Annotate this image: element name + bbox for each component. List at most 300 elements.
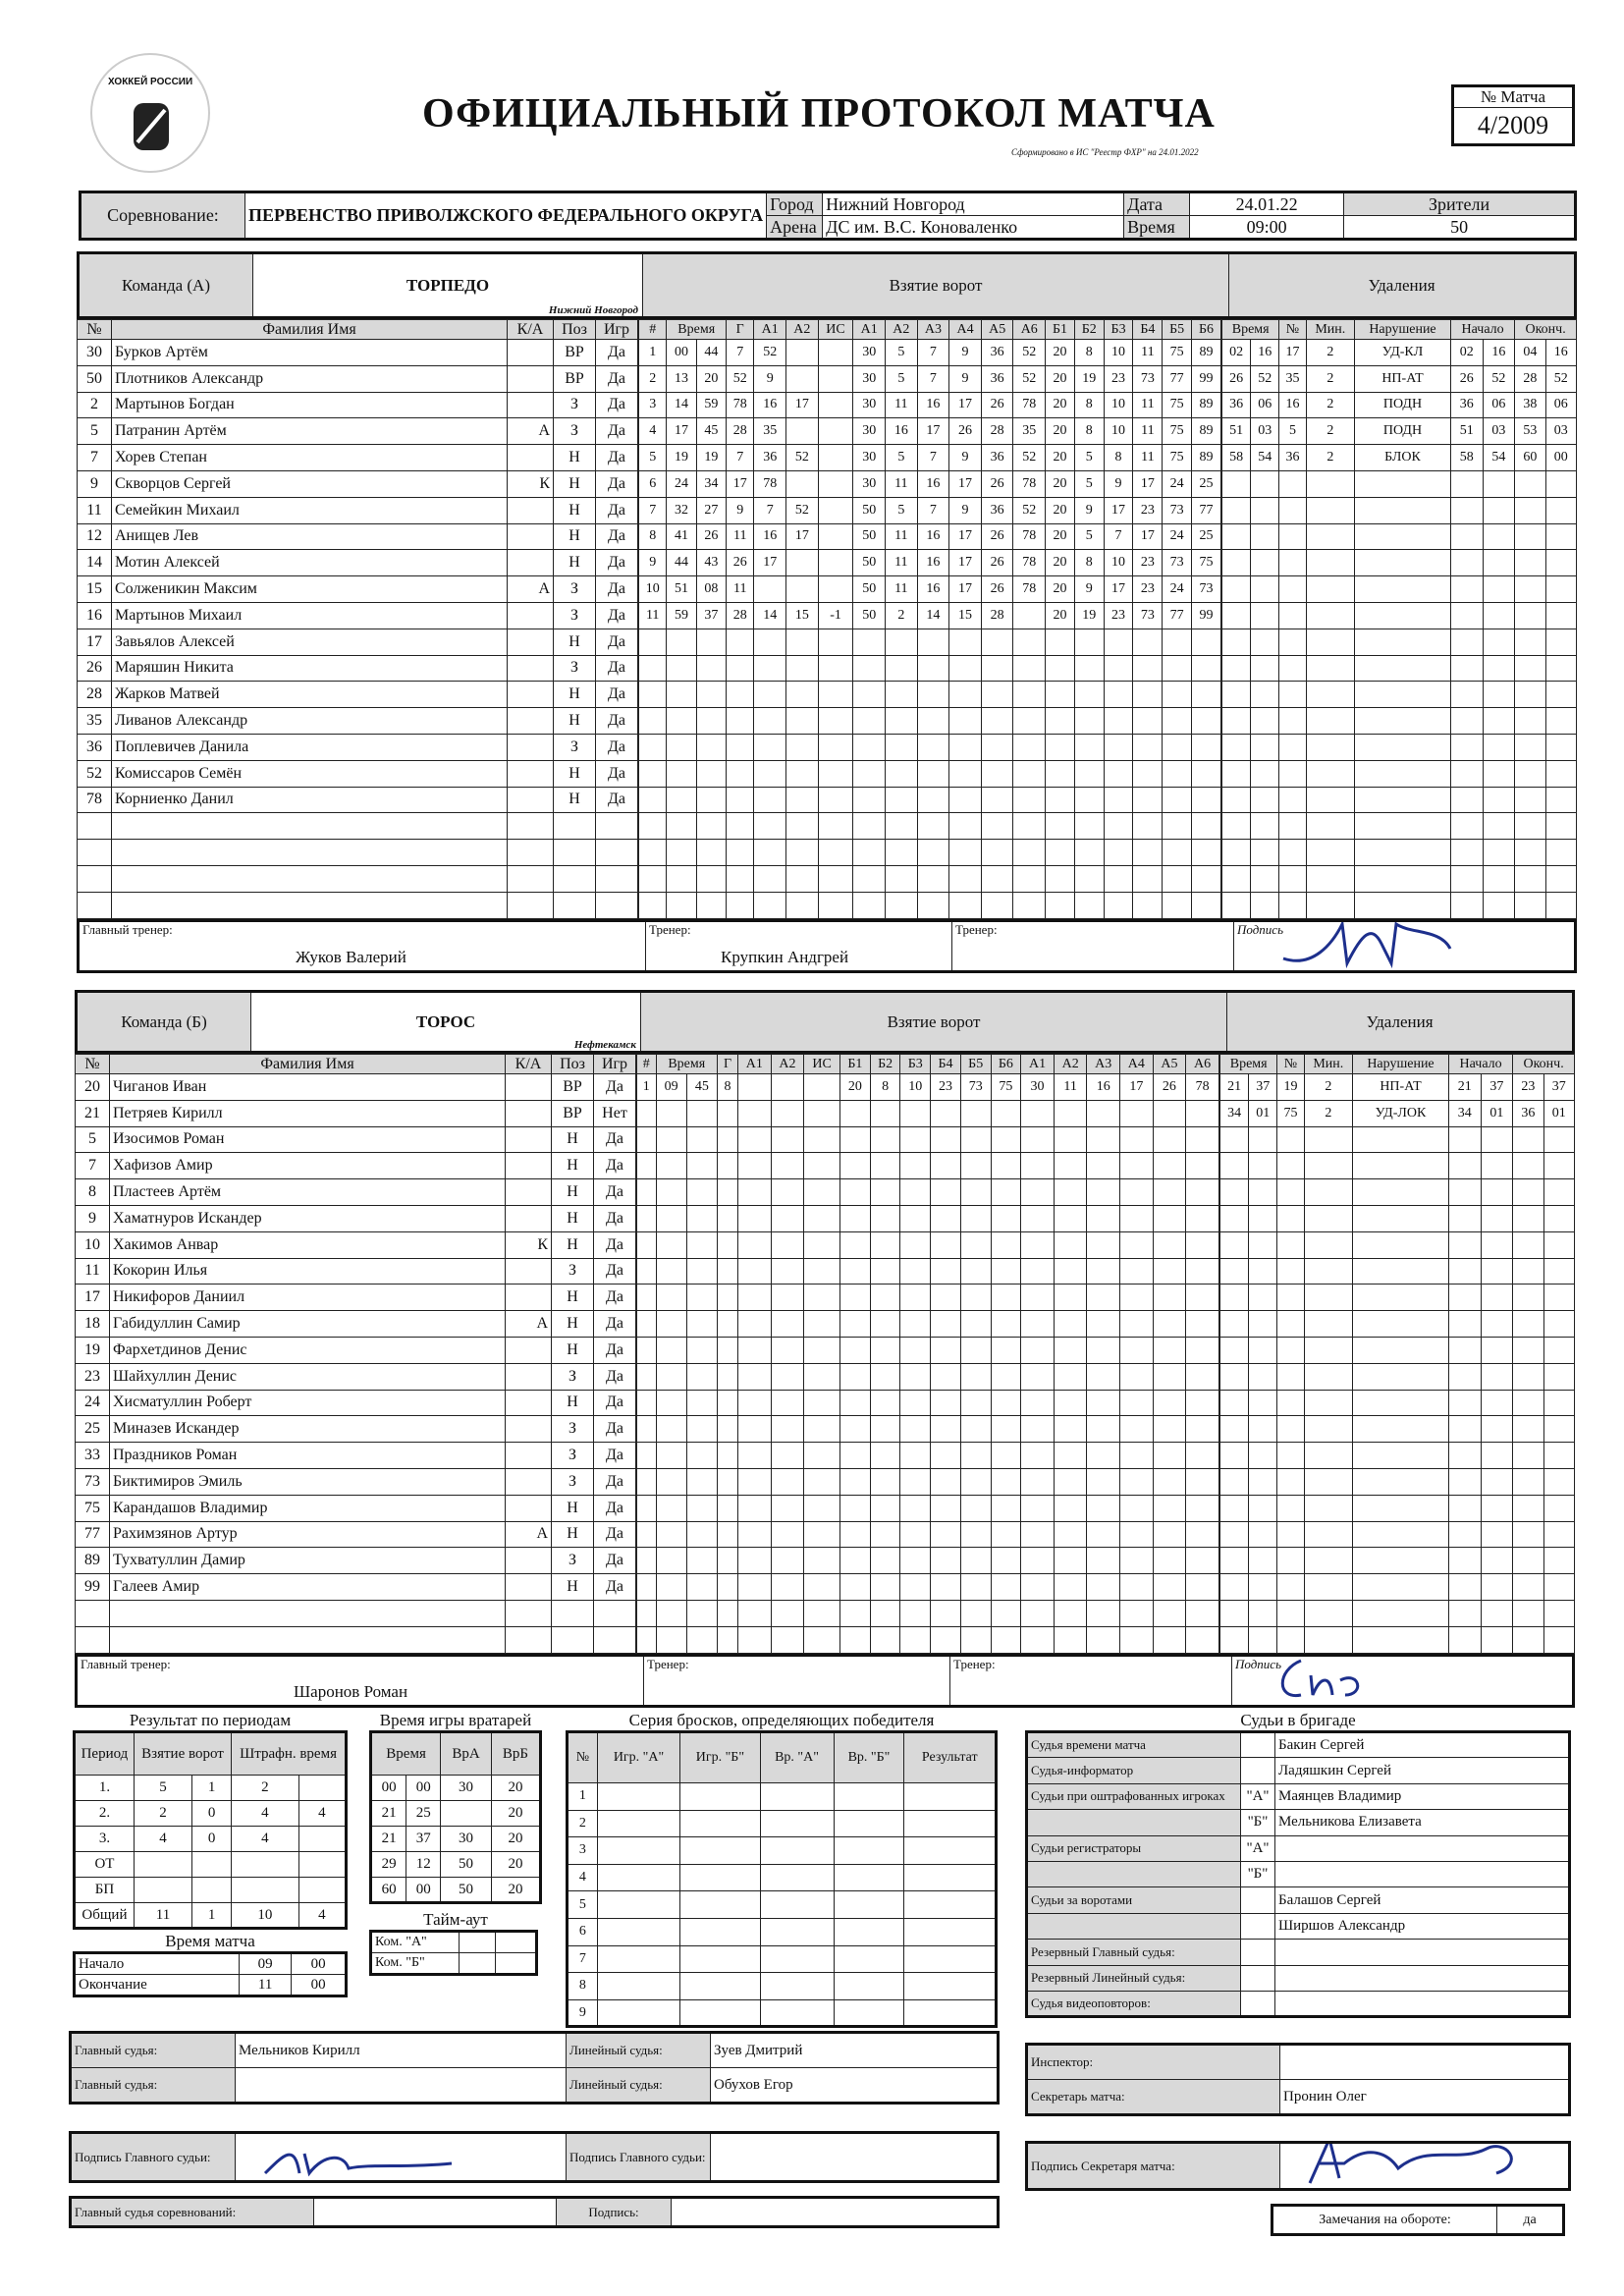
goal-cell <box>818 655 853 682</box>
penalty-cell <box>1352 1363 1448 1390</box>
goal-cell <box>1192 682 1221 708</box>
goal-cell <box>771 1548 804 1574</box>
goal-cell <box>870 1363 900 1390</box>
goal-cell <box>1021 1548 1055 1574</box>
goal-cell <box>818 734 853 760</box>
player-name: Хакимов Анвар <box>110 1231 506 1258</box>
player-role <box>508 865 554 892</box>
penalty-cell <box>1277 1390 1304 1416</box>
goal-cell: 9 <box>639 550 667 576</box>
goal-cell <box>738 1390 772 1416</box>
player-role: А <box>508 418 554 445</box>
goal-cell <box>960 1311 991 1338</box>
player-position: Н <box>554 787 596 813</box>
goal-cell <box>667 760 696 787</box>
penalty-cell <box>1277 1311 1304 1338</box>
goal-cell <box>786 892 819 918</box>
shootout-header: Вр. "Б" <box>834 1732 904 1783</box>
goal-cell: 10 <box>1104 418 1133 445</box>
player-position: Н <box>552 1205 594 1231</box>
goal-cell <box>1186 1285 1219 1311</box>
player-role <box>506 1153 552 1179</box>
penalty-cell <box>1354 629 1450 655</box>
goal-cell <box>1013 682 1046 708</box>
penalty-cell <box>1450 576 1483 603</box>
player-played: Да <box>596 602 638 629</box>
official-name: Ладяшкин Сергей <box>1275 1758 1570 1783</box>
goal-cell <box>804 1521 840 1548</box>
roster-row <box>78 892 638 918</box>
penalty-cell: 28 <box>1515 365 1545 392</box>
goal-cell <box>840 1600 871 1626</box>
roster-row <box>76 1074 636 1101</box>
official-name <box>1275 1991 1570 2016</box>
shootout-cell <box>760 1918 834 1945</box>
goal-cell <box>1074 655 1104 682</box>
goal-cell <box>1087 1311 1120 1338</box>
goal-cell <box>1186 1231 1219 1258</box>
goal-cell: 23 <box>1133 576 1163 603</box>
penalty-cell <box>1220 1574 1249 1601</box>
goal-cell: 36 <box>981 340 1013 366</box>
player-name: Изосимов Роман <box>110 1126 506 1153</box>
goal-cell <box>1163 787 1192 813</box>
penalty-cell <box>1450 760 1483 787</box>
period-cell <box>298 1852 346 1878</box>
period-cell <box>298 1878 346 1903</box>
goal-cell: -1 <box>818 602 853 629</box>
goal-cell: 36 <box>981 365 1013 392</box>
player-name: Ливанов Александр <box>112 708 508 735</box>
shootout-cell <box>760 1864 834 1891</box>
goal-cell: 28 <box>981 418 1013 445</box>
goal-cell <box>1074 892 1104 918</box>
player-role <box>508 655 554 682</box>
secretary-signature-icon <box>1290 2143 1545 2190</box>
goal-cell <box>960 1468 991 1495</box>
goal-cell <box>853 629 886 655</box>
goal-cell <box>949 734 982 760</box>
goalie-cell: 00 <box>406 1776 441 1801</box>
goal-cell <box>931 1231 961 1258</box>
goal-cell <box>900 1626 931 1653</box>
player-role <box>508 682 554 708</box>
team-a-sign-label: Подпись <box>1237 921 1283 937</box>
player-played: Да <box>594 1205 636 1231</box>
penalty-cell <box>1251 734 1279 760</box>
player-name: Праздников Роман <box>110 1443 506 1469</box>
roster-row <box>78 497 638 523</box>
goal-cell <box>804 1126 840 1153</box>
goal-cell: 3 <box>639 392 667 418</box>
goal-cell <box>870 1548 900 1574</box>
goal-cell <box>981 682 1013 708</box>
goal-row <box>639 365 1221 392</box>
penalty-cell <box>1222 865 1251 892</box>
goal-cell <box>991 1153 1021 1179</box>
goal-cell <box>1163 708 1192 735</box>
penalty-row <box>1222 602 1577 629</box>
goal-cell <box>1074 708 1104 735</box>
goal-cell <box>754 892 786 918</box>
goal-row <box>639 418 1221 445</box>
goalie-header: ВрА <box>441 1732 492 1776</box>
roster-row <box>78 392 638 418</box>
player-number: 89 <box>76 1548 110 1574</box>
goal-cell <box>1186 1390 1219 1416</box>
shootout-cell <box>904 1783 997 1811</box>
goal-cell <box>1054 1363 1087 1390</box>
player-number <box>78 840 112 866</box>
goal-cell <box>818 760 853 787</box>
player-played <box>596 840 638 866</box>
goal-cell <box>771 1126 804 1153</box>
penalty-cell <box>1543 1548 1574 1574</box>
line-ref-label: Линейный судья: <box>567 2033 711 2068</box>
goal-row <box>637 1179 1219 1206</box>
team-b-goals-title: Взятие ворот <box>641 992 1227 1053</box>
goal-cell <box>1186 1153 1219 1179</box>
goal-cell <box>981 734 1013 760</box>
goal-cell <box>686 1521 717 1548</box>
goal-row <box>639 708 1221 735</box>
player-name: Хаматнуров Искандер <box>110 1205 506 1231</box>
goal-cell: 16 <box>917 576 949 603</box>
goal-cell: 73 <box>1192 576 1221 603</box>
player-role <box>508 840 554 866</box>
shootout-cell <box>680 1973 760 2000</box>
player-name: Никифоров Даниил <box>110 1285 506 1311</box>
goal-cell <box>717 1126 737 1153</box>
goal-cell <box>637 1600 657 1626</box>
penalty-cell <box>1515 813 1545 840</box>
player-position: Н <box>554 760 596 787</box>
goal-cell: 52 <box>754 340 786 366</box>
player-played <box>594 1626 636 1653</box>
goal-cell: 5 <box>1074 470 1104 497</box>
player-played: Да <box>594 1074 636 1101</box>
penalty-cell <box>1304 1443 1352 1469</box>
goal-cell: 23 <box>1133 497 1163 523</box>
player-played: Да <box>596 787 638 813</box>
goal-cell <box>1054 1153 1087 1179</box>
shootout-cell <box>904 1837 997 1865</box>
shootout-cell <box>760 1945 834 1973</box>
goal-cell: 24 <box>1163 576 1192 603</box>
penalty-cell <box>1220 1548 1249 1574</box>
logo <box>86 49 214 177</box>
goal-cell: 7 <box>1104 523 1133 550</box>
goal-cell <box>771 1626 804 1653</box>
player-role <box>508 892 554 918</box>
shootout-cell <box>904 1973 997 2000</box>
player-played: Да <box>594 1468 636 1495</box>
player-position: ВР <box>552 1100 594 1126</box>
team-a-city: Нижний Новгород <box>548 304 638 316</box>
goal-cell: 8 <box>639 523 667 550</box>
goal-cell <box>991 1390 1021 1416</box>
periods-header: Штрафн. время <box>232 1732 347 1776</box>
penalty-cell <box>1249 1495 1277 1521</box>
penalty-cell <box>1354 892 1450 918</box>
goal-cell <box>1133 813 1163 840</box>
goal-cell <box>960 1495 991 1521</box>
penalty-cell <box>1448 1363 1481 1390</box>
goal-cell <box>1021 1205 1055 1231</box>
goal-cell <box>727 787 754 813</box>
player-number: 15 <box>78 576 112 603</box>
goal-cell: 08 <box>696 576 726 603</box>
goal-cell <box>771 1153 804 1179</box>
match-end-label: Окончание <box>75 1975 240 1996</box>
penalty-cell <box>1545 629 1576 655</box>
goalie-cell: 20 <box>491 1776 540 1801</box>
goal-cell <box>917 865 949 892</box>
goal-row <box>637 1626 1219 1653</box>
penalty-cell <box>1448 1390 1481 1416</box>
period-cell: 4 <box>134 1827 191 1852</box>
goal-cell: 8 <box>870 1074 900 1101</box>
player-role <box>506 1574 552 1601</box>
shootout-cell <box>834 1810 904 1837</box>
match-start-h: 09 <box>240 1953 292 1975</box>
goal-cell <box>840 1179 871 1206</box>
goal-cell <box>637 1548 657 1574</box>
goal-cell <box>931 1363 961 1390</box>
penalty-cell <box>1222 682 1251 708</box>
penalty-cell: 52 <box>1545 365 1576 392</box>
goal-cell <box>949 865 982 892</box>
penalty-cell <box>1545 550 1576 576</box>
goal-cell <box>900 1100 931 1126</box>
goal-cell <box>818 392 853 418</box>
goal-cell <box>1192 892 1221 918</box>
goal-cell <box>771 1285 804 1311</box>
goal-cell <box>637 1337 657 1363</box>
goal-cell <box>1013 892 1046 918</box>
goal-cell <box>771 1416 804 1443</box>
player-name <box>110 1600 506 1626</box>
competition: ПЕРВЕНСТВО ПРИВОЛЖСКОГО ФЕДЕРАЛЬНОГО ОКРУГА <box>245 192 767 240</box>
penalty-cell <box>1304 1390 1352 1416</box>
goal-cell <box>804 1363 840 1390</box>
period-cell <box>232 1878 299 1903</box>
penalty-cell: 51 <box>1450 418 1483 445</box>
penalty-cell: 21 <box>1448 1074 1481 1101</box>
goal-cell <box>1120 1231 1154 1258</box>
goal-cell <box>1046 787 1075 813</box>
player-played: Да <box>594 1416 636 1443</box>
official-role: Судья видеоповторов: <box>1027 1991 1241 2016</box>
main-ref-signature-icon <box>255 2134 491 2182</box>
team-a-goals-table <box>638 319 1221 919</box>
penalty-cell <box>1515 840 1545 866</box>
goal-cell: 52 <box>1013 497 1046 523</box>
goal-cell: 26 <box>981 392 1013 418</box>
goal-cell: 11 <box>886 550 918 576</box>
goal-cell <box>870 1311 900 1338</box>
roster-header: Поз <box>554 320 596 340</box>
goal-cell <box>870 1468 900 1495</box>
goal-cell <box>853 787 886 813</box>
player-played: Да <box>596 629 638 655</box>
penalty-cell <box>1515 892 1545 918</box>
shootout-cell <box>904 1810 997 1837</box>
shootout-number: 6 <box>568 1918 598 1945</box>
goalie-header: Время <box>371 1732 441 1776</box>
goal-cell: 16 <box>754 523 786 550</box>
goal-cell <box>1087 1443 1120 1469</box>
goal-cell <box>840 1311 871 1338</box>
goal-cell <box>949 655 982 682</box>
penalty-cell <box>1545 734 1576 760</box>
official-team <box>1241 1991 1275 2016</box>
goal-cell: 7 <box>639 497 667 523</box>
penalty-cell <box>1222 497 1251 523</box>
shootout-cell <box>597 1891 679 1919</box>
goal-cell: 20 <box>1046 497 1075 523</box>
penalty-cell <box>1352 1390 1448 1416</box>
official-team <box>1241 1965 1275 1991</box>
goal-cell <box>1186 1205 1219 1231</box>
goal-cell <box>960 1416 991 1443</box>
penalty-cell <box>1279 708 1306 735</box>
goal-cell: 59 <box>667 602 696 629</box>
goal-cell <box>717 1285 737 1311</box>
shootout-cell <box>760 1891 834 1919</box>
goal-cell <box>639 892 667 918</box>
goal-cell <box>1186 1574 1219 1601</box>
goal-cell <box>1186 1126 1219 1153</box>
penalty-cell <box>1450 734 1483 760</box>
goal-row <box>637 1416 1219 1443</box>
player-number: 33 <box>76 1443 110 1469</box>
goal-cell <box>1120 1416 1154 1443</box>
roster-row <box>76 1285 636 1311</box>
penalty-cell <box>1249 1416 1277 1443</box>
penalty-cell <box>1450 629 1483 655</box>
goal-cell <box>639 787 667 813</box>
goal-cell <box>949 892 982 918</box>
goal-cell <box>738 1153 772 1179</box>
goal-cell <box>818 892 853 918</box>
timeout-title: Тайм-аут <box>423 1910 488 1929</box>
penalty-cell <box>1222 734 1251 760</box>
penalty-cell <box>1513 1363 1543 1390</box>
goal-cell <box>1021 1521 1055 1548</box>
goalie-cell: 20 <box>491 1878 540 1903</box>
goal-cell <box>656 1468 686 1495</box>
goal-cell: 78 <box>754 470 786 497</box>
arena-label: Арена <box>767 216 823 240</box>
official-role <box>1027 1913 1241 1939</box>
goal-cell <box>991 1285 1021 1311</box>
penalty-cell <box>1450 840 1483 866</box>
penalty-cell <box>1352 1521 1448 1548</box>
goal-cell <box>1087 1126 1120 1153</box>
goal-cell: 6 <box>639 470 667 497</box>
goal-cell <box>656 1179 686 1206</box>
goal-cell <box>637 1626 657 1653</box>
goal-cell: 26 <box>981 470 1013 497</box>
official-name <box>1275 1835 1570 1861</box>
player-number: 12 <box>78 523 112 550</box>
penalty-cell <box>1481 1495 1513 1521</box>
goal-cell <box>1087 1574 1120 1601</box>
competition-label: Соревнование: <box>81 192 245 240</box>
player-name: Кокорин Илья <box>110 1258 506 1285</box>
goal-cell: 11 <box>639 602 667 629</box>
goal-cell <box>804 1468 840 1495</box>
penalty-cell <box>1481 1416 1513 1443</box>
goal-cell <box>1054 1521 1087 1548</box>
goal-cell <box>656 1443 686 1469</box>
goal-cell <box>818 523 853 550</box>
goal-cell: 73 <box>1133 602 1163 629</box>
pens-header: № <box>1279 320 1306 340</box>
penalty-cell <box>1448 1153 1481 1179</box>
goal-cell <box>771 1574 804 1601</box>
goal-cell <box>738 1231 772 1258</box>
penalty-row <box>1220 1390 1575 1416</box>
roster-row <box>76 1126 636 1153</box>
team-b-roster <box>75 1054 636 1654</box>
goal-cell <box>818 340 853 366</box>
goal-cell: 77 <box>1163 602 1192 629</box>
goal-cell: 17 <box>1133 470 1163 497</box>
player-name: Скворцов Сергей <box>112 470 508 497</box>
penalty-row <box>1220 1626 1575 1653</box>
goal-row <box>639 655 1221 682</box>
goal-cell <box>786 840 819 866</box>
team-b-label: Команда (Б) <box>77 992 251 1053</box>
penalty-cell <box>1481 1231 1513 1258</box>
goal-cell: 14 <box>754 602 786 629</box>
player-position: З <box>554 602 596 629</box>
goal-row <box>639 470 1221 497</box>
team-a-header <box>77 251 1577 319</box>
goal-cell <box>1013 708 1046 735</box>
goal-cell <box>960 1285 991 1311</box>
player-number: 26 <box>78 655 112 682</box>
goal-cell <box>738 1205 772 1231</box>
goal-cell <box>1163 682 1192 708</box>
penalty-row <box>1222 576 1577 603</box>
goal-cell <box>1192 787 1221 813</box>
player-played: Да <box>594 1443 636 1469</box>
goal-cell: 35 <box>754 418 786 445</box>
goal-cell: 9 <box>754 365 786 392</box>
penalty-cell: 2 <box>1306 365 1354 392</box>
goal-cell <box>686 1574 717 1601</box>
penalty-cell <box>1277 1443 1304 1469</box>
goal-cell <box>1074 865 1104 892</box>
penalty-cell: 06 <box>1545 392 1576 418</box>
player-played: Да <box>596 523 638 550</box>
goal-cell <box>1074 734 1104 760</box>
player-name: Семейкин Михаил <box>112 497 508 523</box>
goal-cell <box>1120 1521 1154 1548</box>
goal-cell <box>717 1258 737 1285</box>
goal-cell: 36 <box>981 497 1013 523</box>
shootout-number: 7 <box>568 1945 598 1973</box>
goals-header: А1 <box>853 320 886 340</box>
goal-cell <box>637 1100 657 1126</box>
goal-cell <box>1153 1416 1186 1443</box>
officials-title: Судьи в бригаде <box>1240 1711 1356 1729</box>
player-number: 30 <box>78 340 112 366</box>
penalty-cell <box>1354 865 1450 892</box>
